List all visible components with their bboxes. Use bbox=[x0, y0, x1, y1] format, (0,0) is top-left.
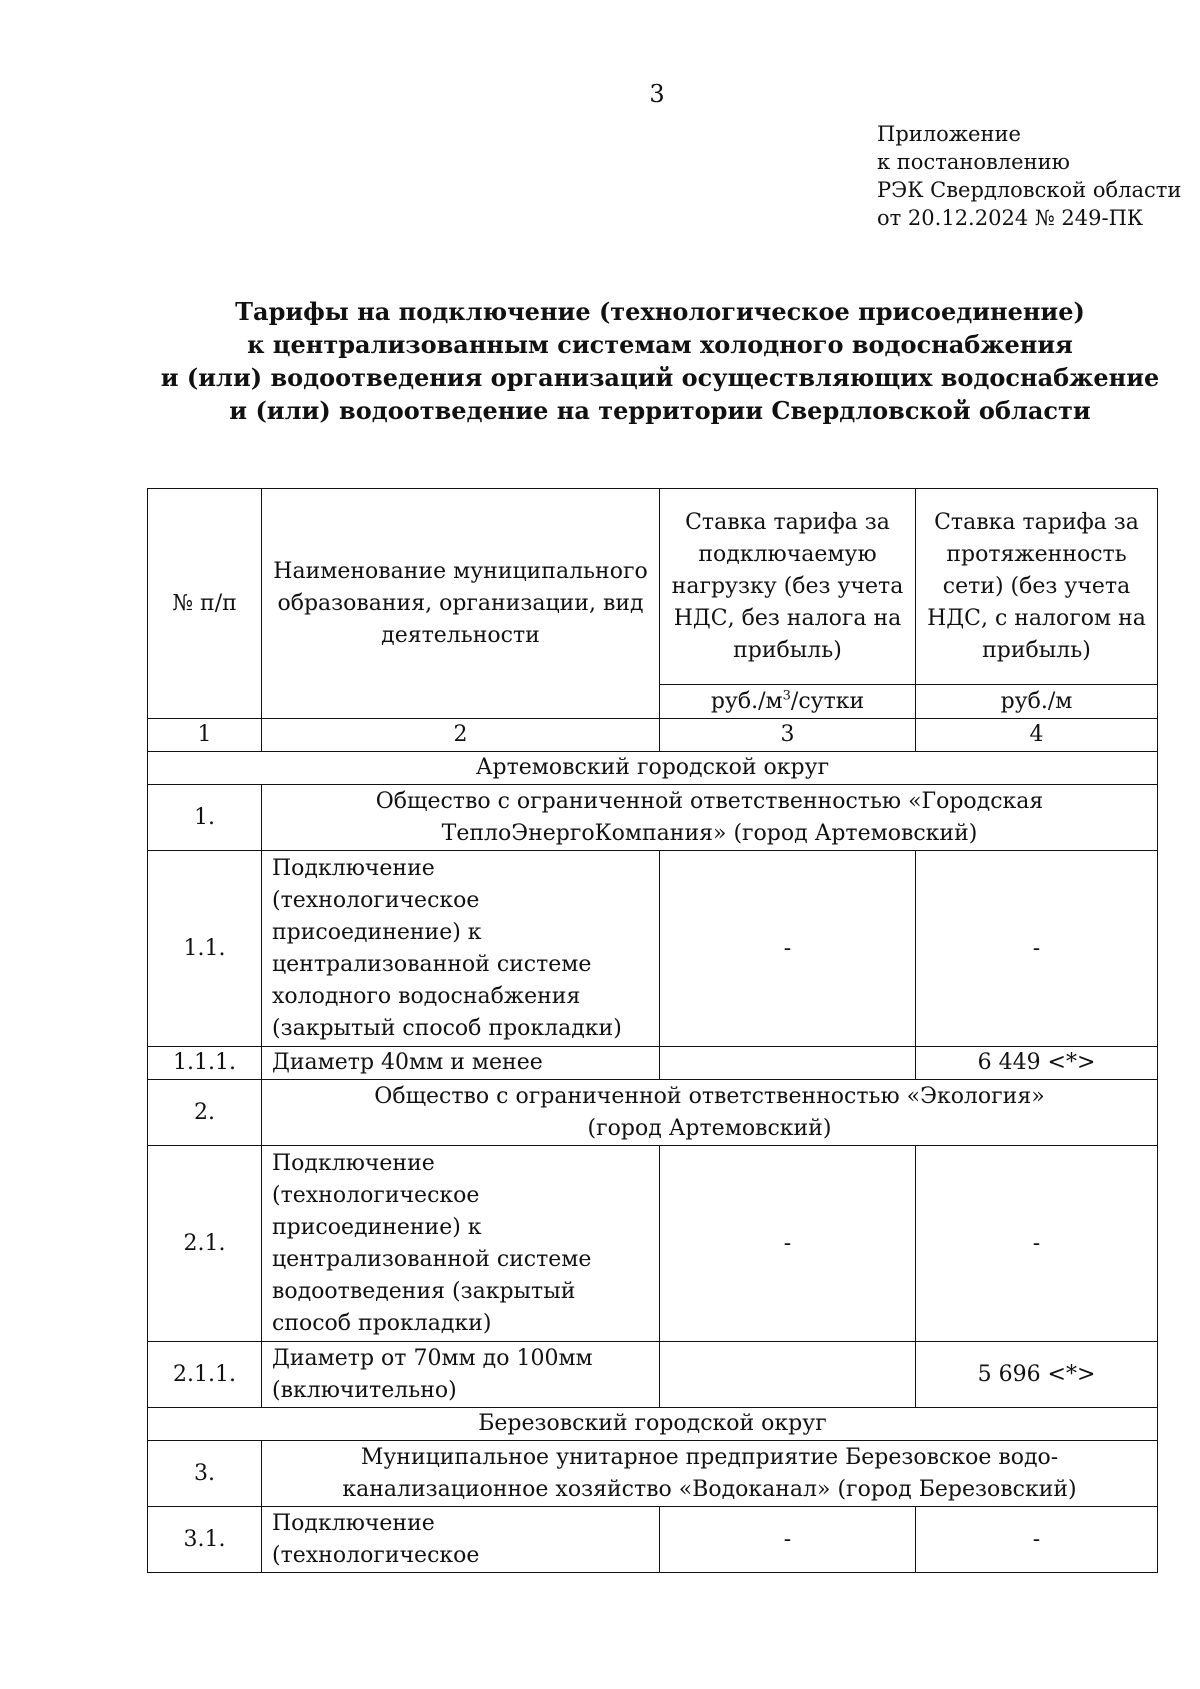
appendix-line: Приложение bbox=[877, 122, 1021, 146]
row-number: 2.1. bbox=[148, 1146, 262, 1342]
unit-suffix: /сутки bbox=[790, 688, 865, 714]
row-number: 3.1. bbox=[148, 1507, 262, 1573]
table-header-row bbox=[148, 489, 1158, 685]
column-number: 2 bbox=[262, 719, 660, 752]
load-rate-value bbox=[660, 1342, 916, 1408]
length-rate-value: - bbox=[916, 1507, 1158, 1573]
column-number: 4 bbox=[916, 719, 1158, 752]
activity-name: Подключение (технологическое присоединение) к централизованной системе холодного водоснабжения (закрытый способ прокладки) bbox=[262, 851, 660, 1047]
section-row bbox=[148, 752, 1158, 785]
organization-row bbox=[148, 785, 1158, 851]
row-number: 1.1. bbox=[148, 851, 262, 1047]
organization-line: Общество с ограниченной ответственностью «Городская bbox=[375, 788, 1044, 814]
length-rate-value: 5 696 <*> bbox=[916, 1342, 1158, 1408]
activity-name: Подключение (технологическое присоединение) к централизованной системе водоотведения (закрытый способ прокладки) bbox=[262, 1146, 660, 1342]
load-rate-value: - bbox=[660, 1507, 916, 1573]
organization-row bbox=[148, 1080, 1158, 1146]
section-row bbox=[148, 1408, 1158, 1441]
organization-line: Общество с ограниченной ответственностью «Экология» bbox=[374, 1083, 1045, 1109]
activity-row bbox=[148, 1507, 1158, 1573]
activity-name: Подключение (технологическое bbox=[262, 1507, 660, 1573]
unit-prefix: руб./м bbox=[710, 688, 783, 714]
organization-line: канализационное хозяйство «Водоканал» (город Березовский) bbox=[342, 1476, 1077, 1502]
column-number: 1 bbox=[148, 719, 262, 752]
activity-row bbox=[148, 851, 1158, 1047]
unit-length-rate: руб./м bbox=[916, 685, 1158, 719]
organization-line: ТеплоЭнергоКомпания» (город Артемовский) bbox=[441, 820, 978, 846]
length-rate-value: - bbox=[916, 851, 1158, 1047]
diameter-row bbox=[148, 1342, 1158, 1408]
length-rate-value: - bbox=[916, 1146, 1158, 1342]
diameter-row bbox=[148, 1047, 1158, 1080]
appendix-line: от 20.12.2024 № 249-ПК bbox=[877, 206, 1144, 230]
diameter-name: Диаметр от 70мм до 100мм (включительно) bbox=[262, 1342, 660, 1408]
tariffs-table bbox=[147, 488, 1158, 1573]
appendix-line: к постановлению bbox=[877, 150, 1070, 174]
title-line: и (или) водоотведения организаций осуществляющих водоснабжение bbox=[160, 363, 1160, 392]
organization-row bbox=[148, 1441, 1158, 1507]
column-number: 3 bbox=[660, 719, 916, 752]
document-title bbox=[140, 295, 1180, 427]
row-number: 3. bbox=[148, 1441, 262, 1507]
unit-load-rate bbox=[660, 685, 916, 719]
row-number: 2.1.1. bbox=[148, 1342, 262, 1408]
appendix-line: РЭК Свердловской области bbox=[877, 178, 1182, 202]
organization-line: Муниципальное унитарное предприятие Березовское водо- bbox=[360, 1444, 1059, 1470]
header-col-length-rate: Ставка тарифа за протяженность сети) (без учета НДС, с налогом на прибыль) bbox=[916, 489, 1158, 685]
header-col-number: № п/п bbox=[148, 489, 262, 719]
appendix-block bbox=[877, 120, 1181, 232]
section-title: Артемовский городской округ bbox=[148, 752, 1158, 785]
load-rate-value bbox=[660, 1047, 916, 1080]
column-numbers-row bbox=[148, 719, 1158, 752]
length-rate-value: 6 449 <*> bbox=[916, 1047, 1158, 1080]
page-number: 3 bbox=[649, 80, 665, 108]
organization-name bbox=[262, 1080, 1158, 1146]
row-number: 1. bbox=[148, 785, 262, 851]
organization-name bbox=[262, 785, 1158, 851]
title-line: Тарифы на подключение (технологическое присоединение) bbox=[235, 297, 1085, 326]
header-col-name: Наименование муниципального образования, организации, вид деятельности bbox=[262, 489, 660, 719]
header-col-load-rate: Ставка тарифа за подключаемую нагрузку (без учета НДС, без налога на прибыль) bbox=[660, 489, 916, 685]
section-title: Березовский городской округ bbox=[148, 1408, 1158, 1441]
title-line: к централизованным системам холодного водоснабжения bbox=[247, 330, 1073, 359]
row-number: 1.1.1. bbox=[148, 1047, 262, 1080]
load-rate-value: - bbox=[660, 851, 916, 1047]
organization-name bbox=[262, 1441, 1158, 1507]
title-line: и (или) водоотведение на территории Свердловской области bbox=[229, 396, 1091, 425]
organization-line: (город Артемовский) bbox=[587, 1115, 832, 1141]
row-number: 2. bbox=[148, 1080, 262, 1146]
load-rate-value: - bbox=[660, 1146, 916, 1342]
activity-row bbox=[148, 1146, 1158, 1342]
unit-superscript: 3 bbox=[782, 688, 791, 704]
diameter-name: Диаметр 40мм и менее bbox=[262, 1047, 660, 1080]
